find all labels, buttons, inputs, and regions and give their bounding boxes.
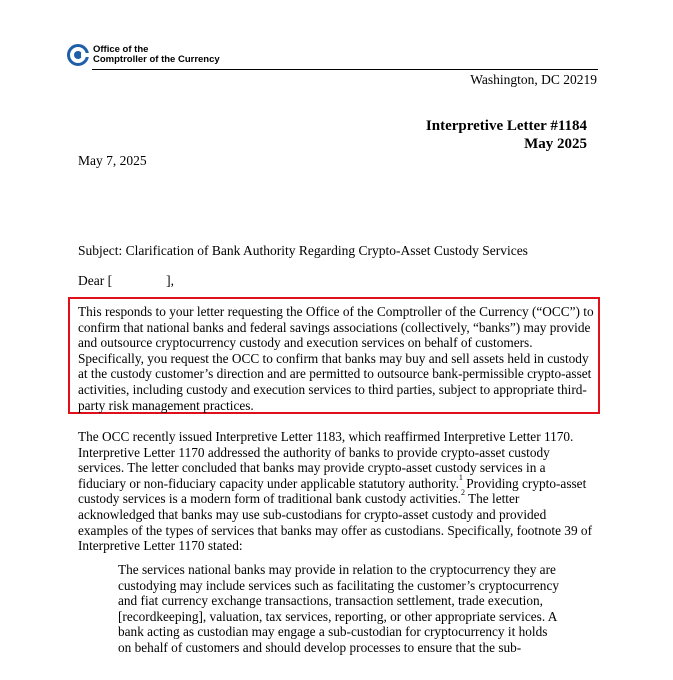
occ-logo — [67, 44, 220, 66]
text-line: party risk management practices. — [78, 397, 254, 413]
letter-number: Interpretive Letter #1184 — [425, 118, 587, 134]
letter-title — [426, 117, 587, 153]
quote-line: custodying may include services such as facilitating the customer’s cryptocurrency — [118, 577, 559, 593]
text-line: at the custody customer’s direction and are permitted to outsource bank-permissible crypto-asset — [78, 366, 592, 382]
salutation: Dear [ ], — [78, 273, 174, 288]
letter-month: May 2025 — [524, 136, 587, 152]
quote-line: on behalf of customers and should develop processes to ensure that the sub- — [118, 639, 522, 655]
logo-text — [93, 45, 220, 65]
text-line: confirm that national banks and federal savings associations (collectively, “banks”) may provide — [78, 319, 591, 335]
text-line: acknowledged that banks may use sub-custodians for crypto-asset custody and provided — [78, 506, 547, 522]
text-segment: custody services is a modern form of traditional bank custody activities. — [78, 491, 461, 507]
occ-logo-icon — [67, 44, 89, 66]
letter-date: May 7, 2025 — [78, 153, 147, 168]
text-line: examples of the types of services that banks may offer as custodians. Specifically, footnote 39 of — [78, 522, 593, 538]
text-line — [78, 488, 600, 507]
text-line: Interpretive Letter 1170 stated: — [78, 538, 243, 554]
paragraph-intro — [78, 304, 600, 413]
logo-line2: Comptroller of the Currency — [93, 54, 220, 65]
text-line: and outsource cryptocurrency custody and execution services on behalf of customers. — [78, 335, 533, 351]
header-divider — [92, 69, 598, 70]
quote-line: The services national banks may provide in relation to the cryptocurrency they are — [118, 562, 556, 577]
text-line: services. The letter concluded that banks may provide crypto-asset custody services in a — [78, 460, 546, 476]
text-line: Interpretive Letter 1170 addressed the authority of banks to provide crypto-asset custody — [78, 444, 550, 460]
text-segment: Providing crypto-asset — [462, 475, 587, 491]
logo-line1: Office of the — [93, 44, 149, 55]
office-address: Washington, DC 20219 — [470, 72, 597, 87]
text-line: The OCC recently issued Interpretive Letter 1183, which reaffirmed Interpretive Letter 1170. — [78, 429, 574, 444]
subject-line: Subject: Clarification of Bank Authority Regarding Crypto-Asset Custody Services — [78, 243, 528, 258]
text-line: Specifically, you request the OCC to confirm that banks may buy and sell assets held in custody — [78, 350, 589, 366]
text-segment: The letter — [464, 491, 520, 507]
quote-line: bank acting as custodian may engage a sub-custodian for cryptocurrency it holds — [118, 624, 548, 640]
quote-line: and fiat currency exchange transactions, transaction settlement, trade execution, — [118, 593, 543, 609]
text-line: This responds to your letter requesting the Office of the Comptroller of the Currency (“OCC”) to — [78, 304, 594, 319]
quote-line: [recordkeeping], valuation, tax services, reporting, or other appropriate services. A — [118, 608, 558, 624]
footnote-ref-1[interactable]: 1 — [458, 472, 463, 482]
text-line — [78, 472, 600, 492]
text-line: activities, including custody and execution services to third parties, subject to appropriate third- — [78, 381, 587, 397]
block-quote — [118, 562, 559, 656]
text-segment: fiduciary or non-fiduciary capacity under applicable statutory authority. — [78, 475, 459, 491]
footnote-ref-2[interactable]: 2 — [460, 488, 465, 498]
paragraph-background — [78, 429, 600, 554]
